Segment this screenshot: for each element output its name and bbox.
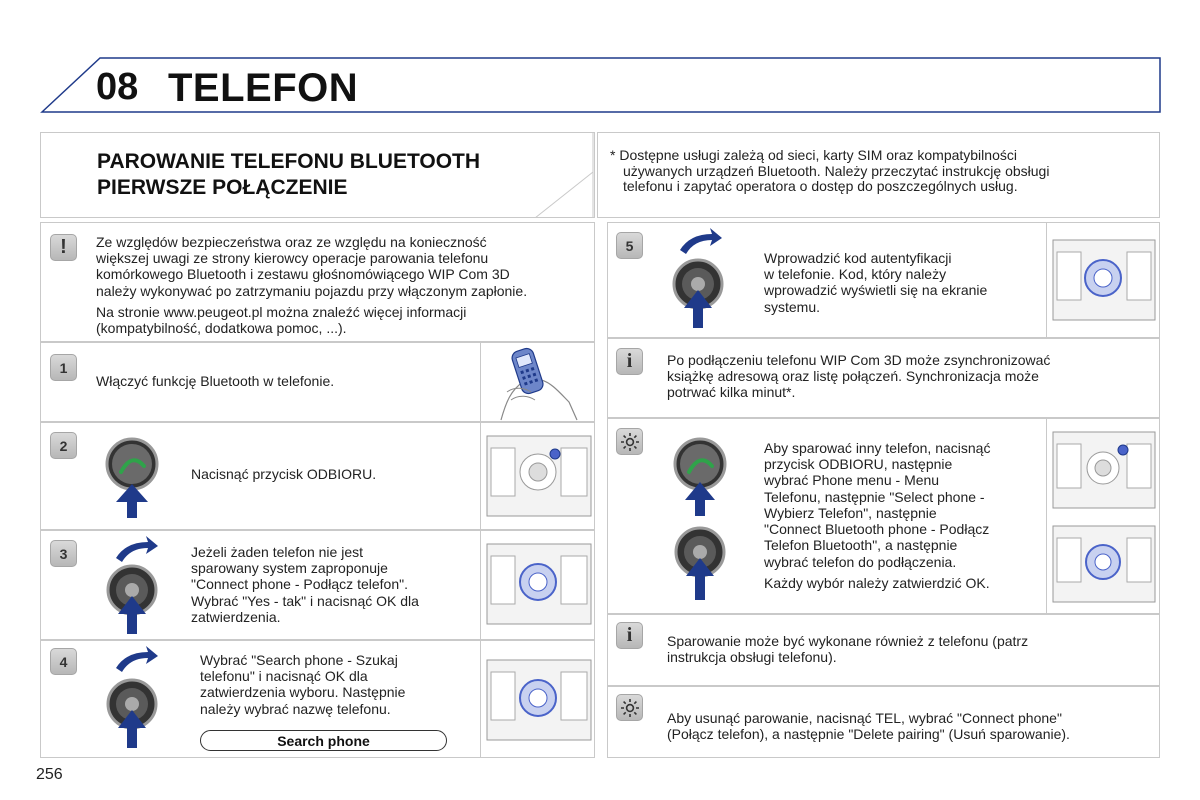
- chapter-title: TELEFON: [168, 66, 359, 110]
- chapter-number: 08: [96, 66, 139, 108]
- footnote-line: używanych urządzeń Bluetooth. Należy przeczytać instrukcję obsługi: [623, 162, 1050, 179]
- footnote-line: telefonu i zapytać operatora o dostęp do poszczególnych usług.: [623, 178, 1018, 195]
- tip-line: Telefon Bluetooth", a następnie: [764, 537, 958, 554]
- step-line: Wybrać "Search phone - Szukaj: [200, 652, 398, 668]
- tip-line: Wybierz Telefon", następnie: [764, 504, 937, 521]
- chapter-header: [40, 56, 1162, 114]
- tip-pair-other-text: [764, 440, 990, 591]
- warning-text: [96, 234, 527, 336]
- phone-call-button-icon: [104, 432, 164, 522]
- exclamation-icon: !: [50, 234, 77, 261]
- warning-line: Na stronie www.peugeot.pl można znaleźć więcej informacji: [96, 303, 467, 320]
- control-panel-thumbnail: [480, 640, 595, 758]
- warning-line: Ze względów bezpieczeństwa oraz ze względu na konieczność: [96, 234, 487, 250]
- step-1-text: Włączyć funkcję Bluetooth w telefonie.: [96, 373, 335, 389]
- phone-hand-illustration: [480, 342, 595, 422]
- step-badge: 4: [50, 648, 77, 675]
- step-line: w telefonie. Kod, który należy: [764, 266, 947, 283]
- info-sync-text: [667, 352, 1050, 401]
- warning-line: (kompatybilność, dodatkowa pomoc, ...).: [96, 320, 347, 337]
- step-line: telefonu" i nacisnąć OK dla: [200, 668, 368, 685]
- tip-line: Aby usunąć parowanie, nacisnąć TEL, wybrać "Connect phone": [667, 710, 1062, 726]
- warning-line: należy wykonywać po zatrzymaniu pojazdu przy włączonym zapłonie.: [96, 282, 528, 299]
- info-line: książkę adresową oraz listę połączeń. Synchronizacja może: [667, 368, 1039, 385]
- tip-line: wybrać telefon do podłączenia.: [764, 553, 957, 570]
- step-line: Wprowadzić kod autentyfikacji: [764, 250, 952, 266]
- control-panel-thumbnail: [1046, 222, 1160, 338]
- sun-icon: [616, 428, 643, 455]
- search-phone-button[interactable]: Search phone: [200, 730, 447, 751]
- step-2-text: Nacisnąć przycisk ODBIORU.: [191, 466, 377, 482]
- ok-knob-icon: [104, 532, 164, 638]
- step-line: należy wybrać nazwę telefonu.: [200, 700, 391, 717]
- tip-line: przycisk ODBIORU, następnie: [764, 456, 953, 473]
- page-number: 256: [36, 766, 63, 783]
- call-and-ok-knob-icons: [668, 432, 732, 608]
- step-line: systemu.: [764, 298, 821, 315]
- info-pair-from-phone-text: [667, 633, 1028, 665]
- step-5-text: [764, 250, 987, 315]
- step-line: zatwierdzenia.: [191, 608, 281, 625]
- info-line: potrwać kilka minut*.: [667, 384, 796, 401]
- sun-icon: [616, 694, 643, 721]
- step-line: sparowany system zaproponuje: [191, 560, 388, 577]
- section-title-line: PIERWSZE POŁĄCZENIE: [97, 176, 348, 200]
- control-panel-thumbnail: [480, 422, 595, 530]
- tip-line: Telefonu, następnie "Select phone -: [764, 488, 985, 505]
- ok-knob-icon: [668, 224, 728, 334]
- step-line: zatwierdzenia wyboru. Następnie: [200, 684, 406, 701]
- warning-line: komórkowego Bluetooth i zestawu głośnomówiącego WIP Com 3D: [96, 266, 510, 283]
- section-title-line: PAROWANIE TELEFONU BLUETOOTH: [97, 150, 481, 173]
- tip-line: wybrać Phone menu - Menu: [764, 472, 940, 489]
- info-icon: i: [616, 622, 643, 649]
- info-line: Sparowanie może być wykonane również z telefonu (patrz: [667, 633, 1029, 649]
- tip-line: (Połącz telefon), a następnie "Delete pairing" (Usuń sparowanie).: [667, 726, 1070, 743]
- tip-line: Każdy wybór należy zatwierdzić OK.: [764, 574, 990, 591]
- tip-line: Aby sparować inny telefon, nacisnąć: [764, 440, 991, 456]
- tip-line: "Connect Bluetooth phone - Podłącz: [764, 521, 990, 538]
- ok-knob-icon: [104, 642, 164, 754]
- step-line: wprowadzić wyświetli się na ekranie: [764, 282, 988, 299]
- step-badge: 1: [50, 354, 77, 381]
- footnote: [610, 148, 1150, 195]
- info-line: Po podłączeniu telefonu WIP Com 3D może zsynchronizować: [667, 352, 1051, 368]
- footnote-line: * Dostępne usługi zależą od sieci, karty SIM oraz kompatybilności: [610, 147, 1017, 163]
- step-line: Wybrać "Yes - tak" i nacisnąć OK dla: [191, 592, 419, 609]
- step-4-text: [200, 652, 405, 717]
- section-title: [97, 149, 480, 202]
- info-line: instrukcja obsługi telefonu).: [667, 649, 837, 666]
- step-3-text: [191, 544, 419, 625]
- step-badge: 3: [50, 540, 77, 567]
- step-badge: 2: [50, 432, 77, 459]
- warning-line: większej uwagi ze strony kierowcy operacje parowania telefonu: [96, 250, 489, 267]
- step-line: Jeżeli żaden telefon nie jest: [191, 544, 363, 560]
- step-badge: 5: [616, 232, 643, 259]
- control-panel-thumbnail: [1046, 418, 1160, 614]
- section-title-box: [40, 132, 595, 218]
- tip-delete-pairing-text: [667, 710, 1070, 742]
- control-panel-thumbnail: [480, 530, 595, 640]
- title-box-corner: [535, 132, 595, 218]
- info-icon: i: [616, 348, 643, 375]
- step-line: "Connect phone - Podłącz telefon".: [191, 576, 408, 593]
